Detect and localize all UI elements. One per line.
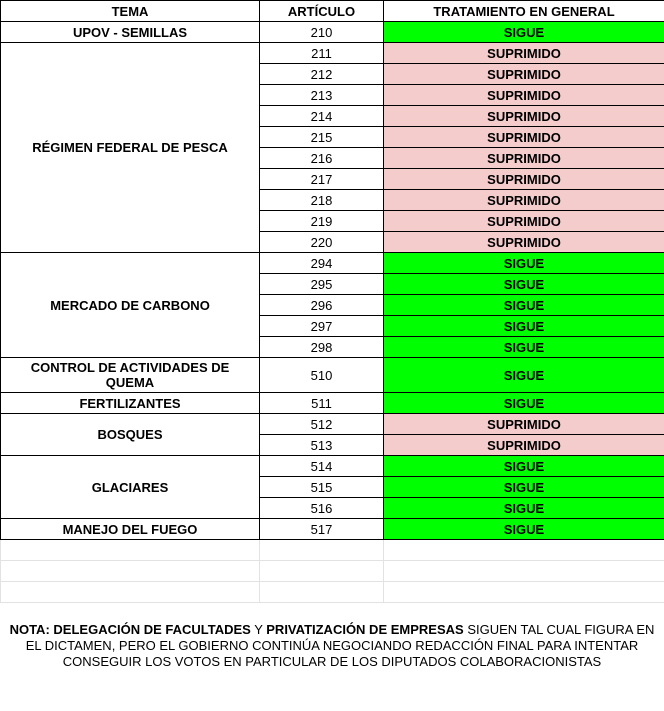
cell-articulo[interactable]: 294 <box>260 253 384 274</box>
table-row <box>1 22 664 43</box>
cell-status-suprimido[interactable]: SUPRIMIDO <box>384 232 664 253</box>
cell-status-sigue[interactable]: SIGUE <box>384 456 664 477</box>
cell-tema[interactable]: BOSQUES <box>1 414 260 456</box>
empty-cell[interactable] <box>384 540 664 561</box>
note-bold-privatizacion: PRIVATIZACIÓN DE EMPRESAS <box>266 622 464 637</box>
empty-row <box>1 540 664 561</box>
table-row <box>1 519 664 540</box>
cell-status-suprimido[interactable]: SUPRIMIDO <box>384 148 664 169</box>
note-text-body: SIGUEN TAL CUAL FIGURA EN EL DICTAMEN, PERO EL GOBIERNO CONTINÚA NEGOCIANDO REDACCIÓN FINAL PARA INTENTAR CONSEGUIR LOS VOTOS EN PARTICULAR DE LOS DIPUTADOS COLABORACIONISTAS <box>25 622 655 669</box>
cell-status-suprimido[interactable]: SUPRIMIDO <box>384 414 664 435</box>
empty-cell[interactable] <box>1 561 260 582</box>
table-body <box>1 22 664 603</box>
cell-articulo[interactable]: 216 <box>260 148 384 169</box>
cell-tema[interactable]: MERCADO DE CARBONO <box>1 253 260 358</box>
empty-cell[interactable] <box>384 582 664 603</box>
cell-tema[interactable]: CONTROL DE ACTIVIDADES DE QUEMA <box>1 358 260 393</box>
cell-status-suprimido[interactable]: SUPRIMIDO <box>384 127 664 148</box>
note-text-connector: Y <box>250 622 267 637</box>
cell-articulo[interactable]: 298 <box>260 337 384 358</box>
cell-articulo[interactable]: 516 <box>260 498 384 519</box>
cell-status-sigue[interactable]: SIGUE <box>384 358 664 393</box>
cell-status-suprimido[interactable]: SUPRIMIDO <box>384 190 664 211</box>
cell-status-sigue[interactable]: SIGUE <box>384 519 664 540</box>
cell-articulo[interactable]: 513 <box>260 435 384 456</box>
cell-articulo[interactable]: 517 <box>260 519 384 540</box>
empty-cell[interactable] <box>260 561 384 582</box>
empty-cell[interactable] <box>260 540 384 561</box>
table-row <box>1 414 664 435</box>
header-row <box>1 1 664 22</box>
header-tratamiento[interactable]: TRATAMIENTO EN GENERAL <box>384 1 664 22</box>
cell-status-sigue[interactable]: SIGUE <box>384 316 664 337</box>
cell-articulo[interactable]: 212 <box>260 64 384 85</box>
cell-status-suprimido[interactable]: SUPRIMIDO <box>384 106 664 127</box>
cell-articulo[interactable]: 214 <box>260 106 384 127</box>
table-row <box>1 358 664 393</box>
cell-status-suprimido[interactable]: SUPRIMIDO <box>384 211 664 232</box>
cell-status-suprimido[interactable]: SUPRIMIDO <box>384 435 664 456</box>
empty-row <box>1 561 664 582</box>
cell-articulo[interactable]: 219 <box>260 211 384 232</box>
cell-status-sigue[interactable]: SIGUE <box>384 477 664 498</box>
cell-status-sigue[interactable]: SIGUE <box>384 393 664 414</box>
cell-articulo[interactable]: 511 <box>260 393 384 414</box>
cell-status-suprimido[interactable]: SUPRIMIDO <box>384 43 664 64</box>
cell-status-sigue[interactable]: SIGUE <box>384 22 664 43</box>
cell-articulo[interactable]: 515 <box>260 477 384 498</box>
cell-articulo[interactable]: 510 <box>260 358 384 393</box>
cell-status-sigue[interactable]: SIGUE <box>384 337 664 358</box>
empty-cell[interactable] <box>260 582 384 603</box>
cell-articulo[interactable]: 514 <box>260 456 384 477</box>
cell-articulo[interactable]: 512 <box>260 414 384 435</box>
cell-tema[interactable]: UPOV - SEMILLAS <box>1 22 260 43</box>
table-row <box>1 253 664 274</box>
note-bold-delegacion: DELEGACIÓN DE FACULTADES <box>53 622 251 637</box>
cell-articulo[interactable]: 296 <box>260 295 384 316</box>
cell-status-suprimido[interactable]: SUPRIMIDO <box>384 64 664 85</box>
cell-articulo[interactable]: 297 <box>260 316 384 337</box>
cell-tema[interactable]: FERTILIZANTES <box>1 393 260 414</box>
note-paragraph <box>0 622 664 670</box>
cell-status-sigue[interactable]: SIGUE <box>384 498 664 519</box>
cell-tema[interactable]: RÉGIMEN FEDERAL DE PESCA <box>1 43 260 253</box>
cell-status-sigue[interactable]: SIGUE <box>384 274 664 295</box>
cell-articulo[interactable]: 213 <box>260 85 384 106</box>
empty-cell[interactable] <box>1 540 260 561</box>
cell-status-sigue[interactable]: SIGUE <box>384 295 664 316</box>
cell-articulo[interactable]: 220 <box>260 232 384 253</box>
empty-cell[interactable] <box>1 582 260 603</box>
cell-articulo[interactable]: 215 <box>260 127 384 148</box>
empty-cell[interactable] <box>384 561 664 582</box>
cell-articulo[interactable]: 210 <box>260 22 384 43</box>
cell-articulo[interactable]: 295 <box>260 274 384 295</box>
cell-status-suprimido[interactable]: SUPRIMIDO <box>384 169 664 190</box>
table-row <box>1 43 664 64</box>
header-articulo[interactable]: ARTÍCULO <box>260 1 384 22</box>
cell-tema[interactable]: MANEJO DEL FUEGO <box>1 519 260 540</box>
table-row <box>1 393 664 414</box>
cell-articulo[interactable]: 217 <box>260 169 384 190</box>
note-label: NOTA: <box>9 622 50 637</box>
table-row <box>1 456 664 477</box>
empty-row <box>1 582 664 603</box>
cell-status-sigue[interactable]: SIGUE <box>384 253 664 274</box>
cell-status-suprimido[interactable]: SUPRIMIDO <box>384 85 664 106</box>
cell-articulo[interactable]: 218 <box>260 190 384 211</box>
header-tema[interactable]: TEMA <box>1 1 260 22</box>
cell-tema[interactable]: GLACIARES <box>1 456 260 519</box>
cell-articulo[interactable]: 211 <box>260 43 384 64</box>
